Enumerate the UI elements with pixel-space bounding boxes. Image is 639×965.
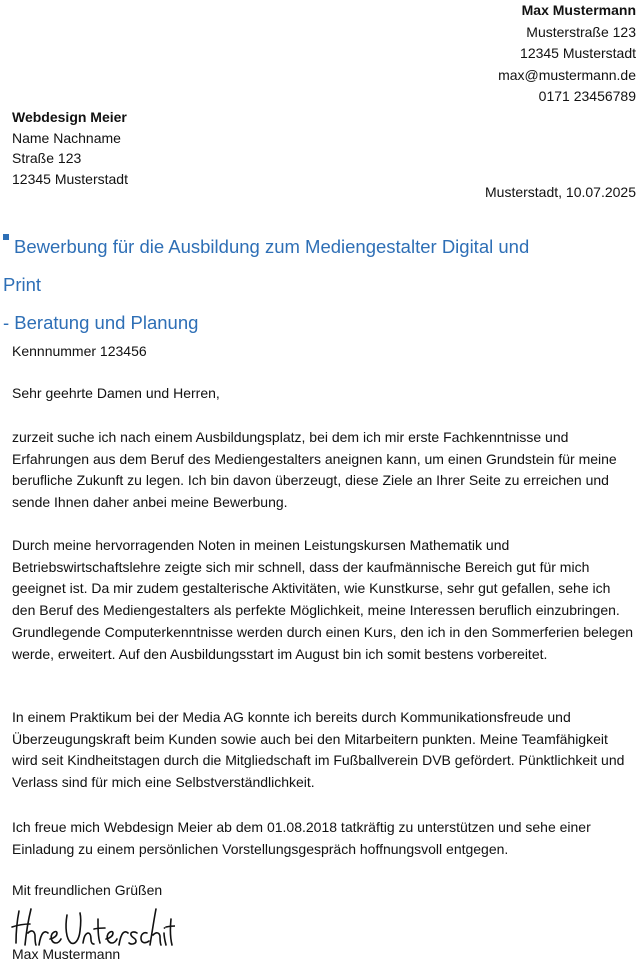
recipient-address-block [12, 107, 128, 189]
sender-street: Musterstraße 123 [526, 23, 636, 40]
recipient-city: 12345 Musterstadt [12, 170, 128, 187]
salutation: Sehr geehrte Damen und Herren, [12, 385, 220, 401]
sender-name: Max Mustermann [521, 2, 636, 18]
body-paragraph-2: Durch meine hervorragenden Noten in meinen Leistungskursen Mathematik und Betriebswirtschaftslehre zeigte sich mir schnell, dass der kaufmännische Bereich gut für mich geeignet ist. Da mir zudem gestalterische Aktivitäten, wie Kunstkurse, sehr gut gefallen, sehe ich den Beruf des Mediengestalters als perfekte Möglichkeit, meine Interessen beruflich einzubringen. Grundlegende Computerkenntnisse werden durch einen Kurs, den ich in den Sommerferien belegen werde, erweitert. Auf den Ausbildungsstart im August bin ich somit bestens vorbereitet. [12, 537, 634, 662]
sender-phone: 0171 23456789 [538, 88, 636, 104]
subject-line-2: Print [3, 274, 42, 295]
signer-name: Max Mustermann [12, 946, 121, 962]
subject-line-3: - Beratung und Planung [3, 312, 199, 333]
body-paragraph-3: In einem Praktikum bei der Media AG konnte ich bereits durch Kommunikationsfreude und Überzeugungskraft beim Kunden sowie auch bei den Mitarbeitern punkten. Meine Teamfähigkeit wird seit Kindheitstagen durch die Mitgliedschaft im Fußballverein DVB gefördert. Pünktlichkeit und Verlass sind für mich eine Selbstverständlichkeit. [12, 709, 625, 791]
sender-city: 12345 Musterstadt [520, 45, 636, 61]
closing-phrase: Mit freundlichen Grüßen [12, 882, 163, 898]
sender-email: max@mustermann.de [498, 66, 636, 83]
sender-address-block [498, 0, 636, 108]
body-paragraph-4: Ich freue mich Webdesign Meier ab dem 01.08.2018 tatkräftig zu unterstützen und sehe einer Einladung zu einem persönlichen Vorstellungsgespräch hoffnungsvoll entgegen. [12, 819, 591, 857]
subject-heading [3, 228, 633, 342]
subject-line-1: Bewerbung für die Ausbildung zum Mediengestalter Digital und [14, 236, 530, 257]
recipient-street: Straße 123 [12, 150, 82, 166]
handwritten-signature [10, 905, 175, 951]
recipient-company: Webdesign Meier [12, 109, 127, 125]
letter-date: Musterstadt, 10.07.2025 [485, 184, 636, 200]
reference-number: Kennnummer 123456 [12, 343, 147, 359]
body-paragraph-1: zurzeit suche ich nach einem Ausbildungsplatz, bei dem ich mir erste Fachkenntnisse und Erfahrungen aus dem Beruf des Mediengestalters aneignen kann, um einen Grundstein für meine berufliche Zukunft zu legen. Ich bin davon überzeugt, diese Ziele an Ihrer Seite zu erreichen und sende Ihnen daher anbei meine Bewerbung. [12, 429, 617, 511]
heading-marker-icon [3, 234, 9, 240]
recipient-contact: Name Nachname [12, 129, 121, 146]
